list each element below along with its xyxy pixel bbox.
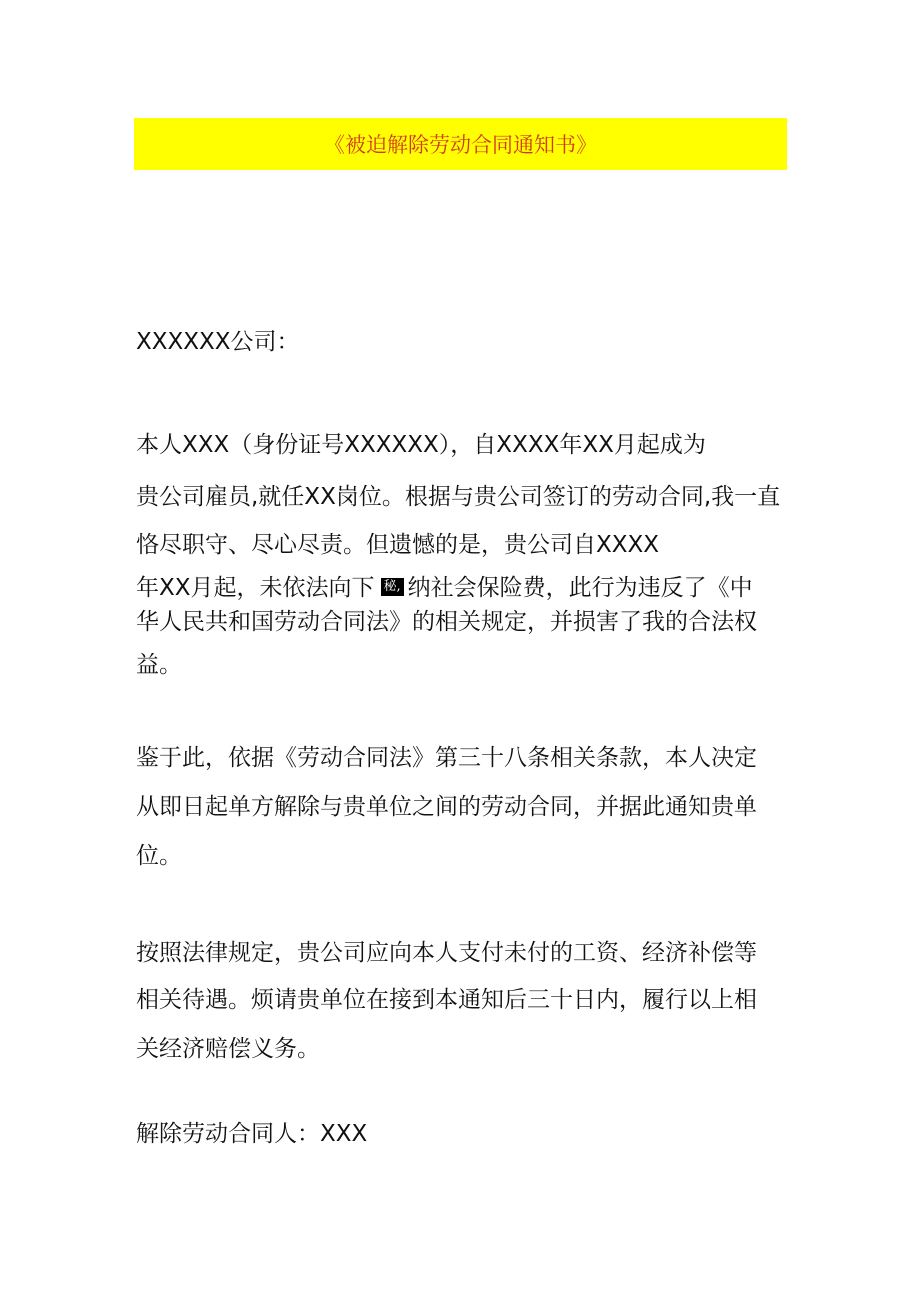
title-banner bbox=[134, 118, 787, 170]
redaction-stamp: 秘, bbox=[381, 578, 404, 596]
paragraph-1-line-3: 恪尽职守、尽心尽责。但遗憾的是，贵公司自XXXX bbox=[136, 532, 660, 558]
salutation: XXXXXX公司： bbox=[136, 329, 300, 355]
paragraph-1-line-4-end: 纳社会保险费，此行为违反了《中 bbox=[407, 575, 753, 601]
paragraph-3-line-3: 关经济赔偿义务。 bbox=[136, 1036, 320, 1062]
paragraph-3-line-1: 按照法律规定，贵公司应向本人支付未付的工资、经济补偿等 bbox=[136, 940, 757, 966]
paragraph-1-line-2: 贵公司雇员,就任XX岗位。根据与贵公司签订的劳动合同,我一直 bbox=[136, 484, 781, 510]
signature-line: 解除劳动合同人：XXX bbox=[136, 1121, 368, 1147]
paragraph-2-line-1: 鉴于此，依据《劳动合同法》第三十八条相关条款，本人决定 bbox=[136, 745, 757, 771]
paragraph-2-line-2: 从即日起单方解除与贵单位之间的劳动合同，并据此通知贵单 bbox=[136, 794, 757, 820]
paragraph-1-line-5: 华人民共和国劳动合同法》的相关规定，并损害了我的合法权 bbox=[136, 609, 757, 635]
document-title: 《被迫解除劳动合同通知书》 bbox=[324, 133, 597, 157]
paragraph-2-line-3: 位。 bbox=[136, 843, 182, 869]
paragraph-1-line-4 bbox=[136, 573, 753, 603]
paragraph-1-line-6: 益。 bbox=[136, 652, 182, 678]
paragraph-3-line-2: 相关待遇。烦请贵单位在接到本通知后三十日内，履行以上相 bbox=[136, 987, 757, 1013]
paragraph-1-line-4-start: 年XX月起，未依法向下 bbox=[136, 575, 375, 601]
paragraph-1-line-1: 本人XXX（身份证号XXXXXX），自XXXX年XX月起成为 bbox=[136, 432, 706, 458]
